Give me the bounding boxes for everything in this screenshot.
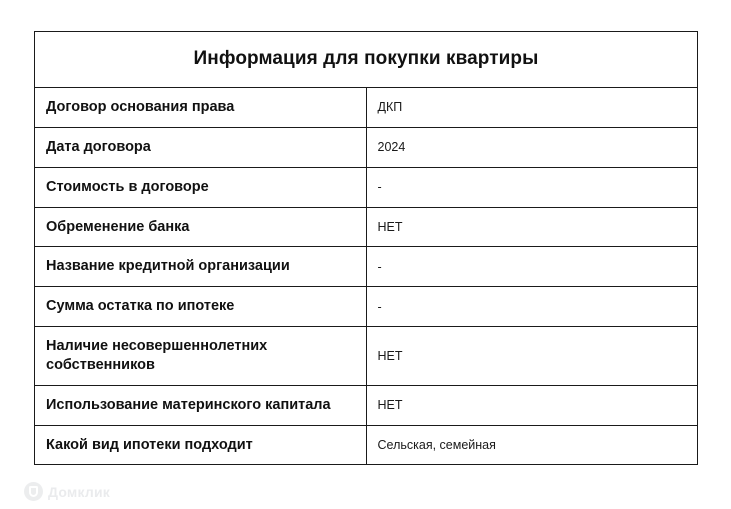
- property-info-table: [34, 31, 698, 465]
- table-title: Информация для покупки квартиры: [35, 32, 698, 88]
- row-label: Наличие несовершеннолетних собственников: [35, 327, 367, 386]
- row-value: -: [366, 167, 698, 207]
- row-label: Стоимость в договоре: [35, 167, 367, 207]
- watermark: [24, 482, 110, 501]
- row-label: Какой вид ипотеки подходит: [35, 425, 367, 465]
- table-row: [35, 425, 698, 465]
- document-container: [34, 31, 698, 465]
- row-value: 2024: [366, 127, 698, 167]
- table-title-row: [35, 32, 698, 88]
- row-value: НЕТ: [366, 385, 698, 425]
- house-icon: [24, 482, 43, 501]
- table-row: [35, 207, 698, 247]
- row-label: Использование материнского капитала: [35, 385, 367, 425]
- row-value: ДКП: [366, 88, 698, 128]
- table-body: [35, 32, 698, 465]
- row-label: Обременение банка: [35, 207, 367, 247]
- table-row: [35, 88, 698, 128]
- table-row: [35, 247, 698, 287]
- row-label: Название кредитной организации: [35, 247, 367, 287]
- row-value: НЕТ: [366, 327, 698, 386]
- table-row: [35, 385, 698, 425]
- row-value: НЕТ: [366, 207, 698, 247]
- row-value: Сельская, семейная: [366, 425, 698, 465]
- row-value: -: [366, 287, 698, 327]
- row-label: Сумма остатка по ипотеке: [35, 287, 367, 327]
- table-row: [35, 167, 698, 207]
- table-row: [35, 287, 698, 327]
- row-label: Дата договора: [35, 127, 367, 167]
- table-row: [35, 127, 698, 167]
- row-label: Договор основания права: [35, 88, 367, 128]
- row-value: -: [366, 247, 698, 287]
- watermark-label: Домклик: [48, 483, 110, 500]
- table-row: [35, 327, 698, 386]
